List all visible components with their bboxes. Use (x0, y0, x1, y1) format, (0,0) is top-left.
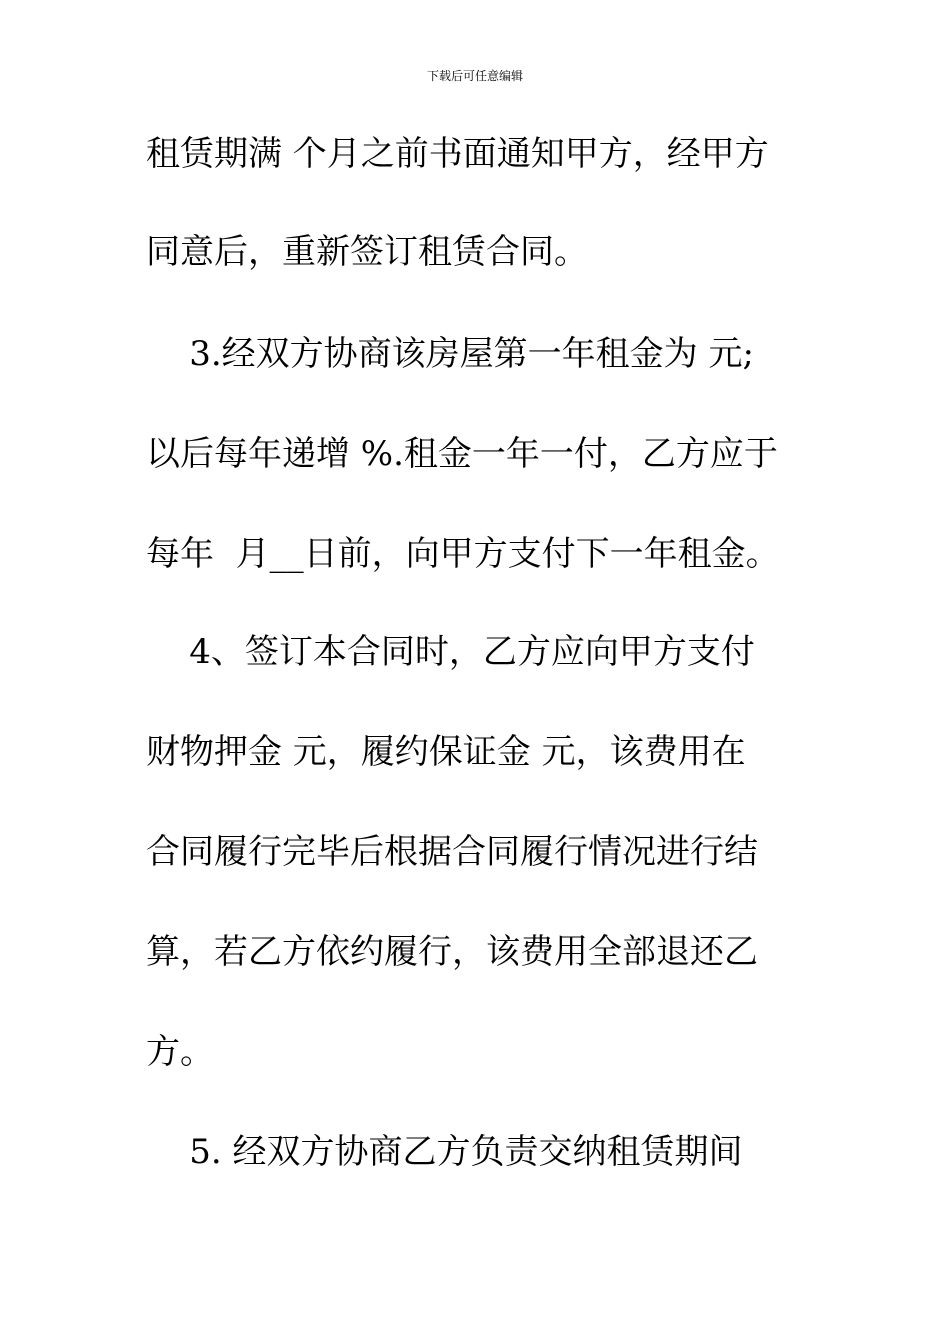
body-line-11: 5. 经双方协商乙方负责交纳租赁期间 (146, 1132, 743, 1172)
body-line-9: 算，若乙方依约履行，该费用全部退还乙 (146, 932, 758, 972)
body-line-7: 财物押金 元，履约保证金 元，该费用在 (146, 732, 746, 772)
body-line-10: 方。 (146, 1032, 214, 1072)
body-line-2: 同意后，重新签订租赁合同。 (146, 232, 588, 272)
body-line-3: 3.经双方协商该房屋第一年租金为 元; (146, 334, 754, 374)
page-header: 下载后可任意编辑 (426, 69, 523, 83)
body-line-5: 每年 月__日前，向甲方支付下一年租金。 (146, 534, 780, 574)
body-line-1: 租赁期满 个月之前书面通知甲方，经甲方 (146, 134, 769, 174)
body-line-8: 合同履行完毕后根据合同履行情况进行结 (146, 832, 758, 872)
body-line-6: 4、签订本合同时，乙方应向甲方支付 (146, 632, 755, 672)
body-line-4: 以后每年递增 %.租金一年一付，乙方应于 (146, 434, 778, 474)
